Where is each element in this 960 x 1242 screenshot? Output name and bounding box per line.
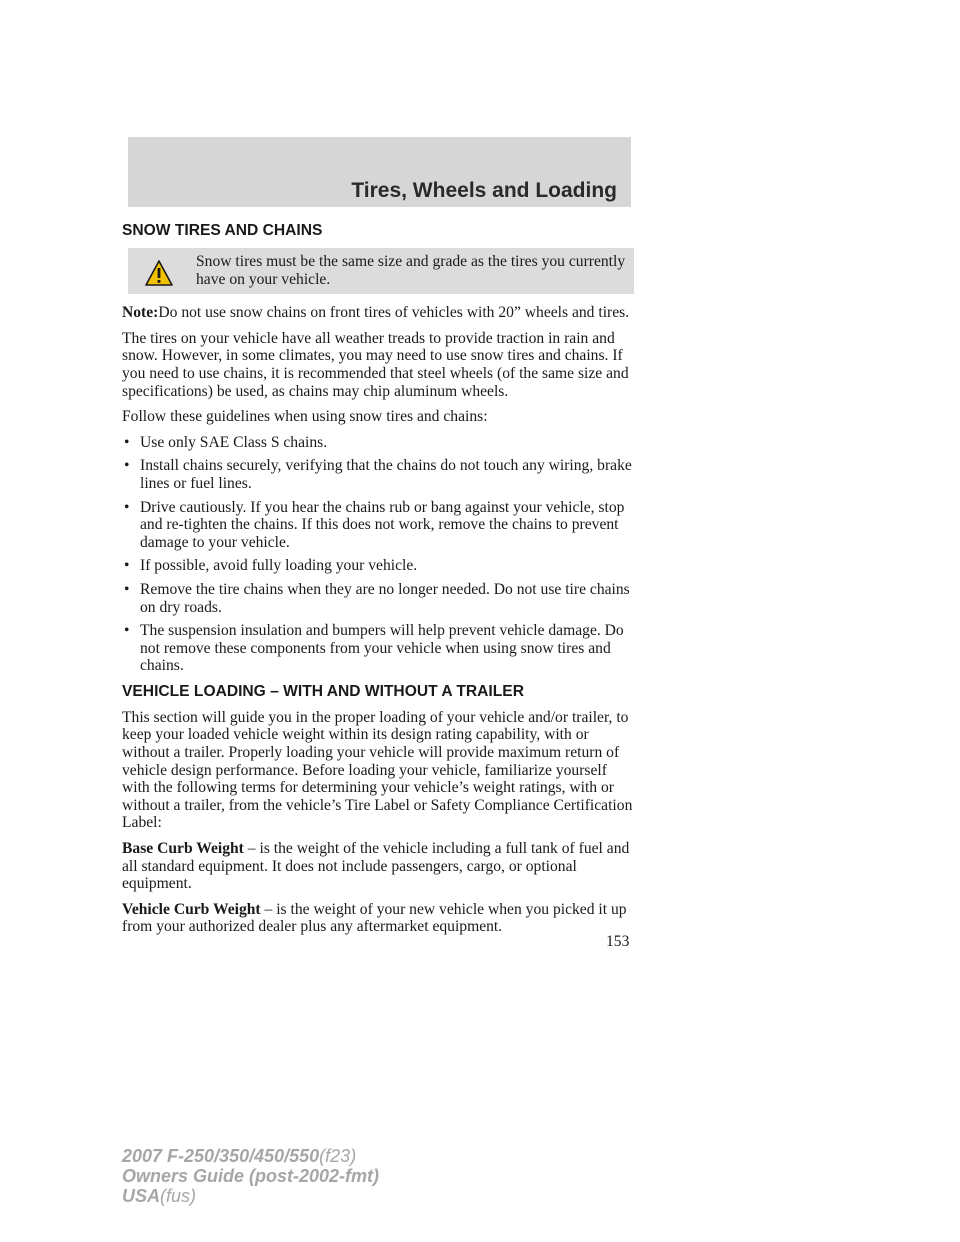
term-name: Base Curb Weight [122, 840, 244, 858]
list-item [122, 499, 634, 552]
note-paragraph [122, 304, 634, 322]
list-item-text: Install chains securely, verifying that the chains do not touch any wiring, brake lines or fuel lines. [140, 457, 632, 492]
bullet-mark: • [124, 433, 130, 451]
footer-line-3 [122, 1186, 379, 1206]
term-definition [122, 840, 634, 893]
footer-model-code: (f23) [319, 1146, 357, 1166]
list-item-text: Use only SAE Class S chains. [140, 433, 328, 451]
bullet-mark: • [124, 580, 130, 598]
term-text: – is the weight of your new vehicle when you picked it up from your authorized dealer plus any aftermarket equipment. [122, 900, 627, 936]
note-text: Do not use snow chains on front tires of vehicles with 20” wheels and tires. [158, 304, 630, 322]
page-content [122, 222, 634, 944]
list-item [122, 622, 634, 675]
bullet-mark: • [124, 457, 130, 475]
snow-paragraph-1: The tires on your vehicle have all weather treads to provide traction in rain and snow. However, in some climates, you may need to use snow tires and chains. If you need to use chains, it is recommended that steel wheels (of the same size and specifications) be used, as chains may chip aluminum wheels. [122, 329, 629, 400]
bullet-mark: • [124, 622, 130, 640]
note-label: Note: [122, 304, 159, 322]
guidelines-list [122, 434, 634, 675]
page-number: 153 [606, 933, 630, 950]
footer-model: 2007 F-250/350/450/550 [122, 1146, 320, 1166]
list-item-text: The suspension insulation and bumpers will help prevent vehicle damage. Do not remove these components from your vehicle when using snow tires and chains. [140, 622, 624, 675]
loading-paragraph-1: This section will guide you in the proper loading of your vehicle and/or trailer, to keep your loaded vehicle weight within its design rating capability, with or without a trailer. Properly loading your vehicle will provide maximum return of vehicle design performance. Before loading your vehicle, familiarize yourself with the following terms for determining your vehicle’s weight ratings, with or without a trailer, from the vehicle’s Tire Label or Safety Compliance Certification Label: [122, 708, 633, 832]
term-definition [122, 901, 634, 936]
list-item [122, 581, 634, 616]
footer-guide: Owners Guide (post-2002-fmt) [122, 1166, 380, 1186]
term-text: – is the weight of the vehicle including a full tank of fuel and all standard equipment. It does not include passengers, cargo, or optional equipment. [122, 840, 630, 893]
term-name: Vehicle Curb Weight [122, 900, 261, 918]
bullet-mark: • [124, 498, 130, 516]
warning-text: Snow tires must be the same size and grade as the tires you currently have on your vehicle. [196, 253, 626, 288]
warning-box [128, 248, 634, 294]
document-footer [122, 1146, 379, 1206]
section-header-band [128, 137, 631, 207]
list-item [122, 557, 634, 575]
list-item-text: If possible, avoid fully loading your vehicle. [140, 557, 418, 575]
footer-market: USA [122, 1186, 161, 1206]
list-item [122, 434, 634, 452]
list-item-text: Drive cautiously. If you hear the chains rub or bang against your vehicle, stop and re-tighten the chains. If this does not work, remove the chains to prevent damage to your vehicle. [140, 498, 625, 551]
footer-line-2 [122, 1166, 379, 1186]
list-item-text: Remove the tire chains when they are no longer needed. Do not use tire chains on dry roads. [140, 580, 630, 616]
section-title: Tires, Wheels and Loading [351, 179, 617, 202]
footer-market-code: (fus) [160, 1186, 197, 1206]
footer-line-1 [122, 1146, 379, 1166]
warning-triangle-icon [144, 259, 174, 287]
snow-tires-heading: SNOW TIRES AND CHAINS [122, 222, 323, 239]
list-item [122, 457, 634, 492]
bullet-mark: • [124, 557, 130, 575]
vehicle-loading-heading: VEHICLE LOADING – WITH AND WITHOUT A TRAILER [122, 682, 524, 700]
snow-paragraph-2: Follow these guidelines when using snow tires and chains: [122, 408, 488, 426]
